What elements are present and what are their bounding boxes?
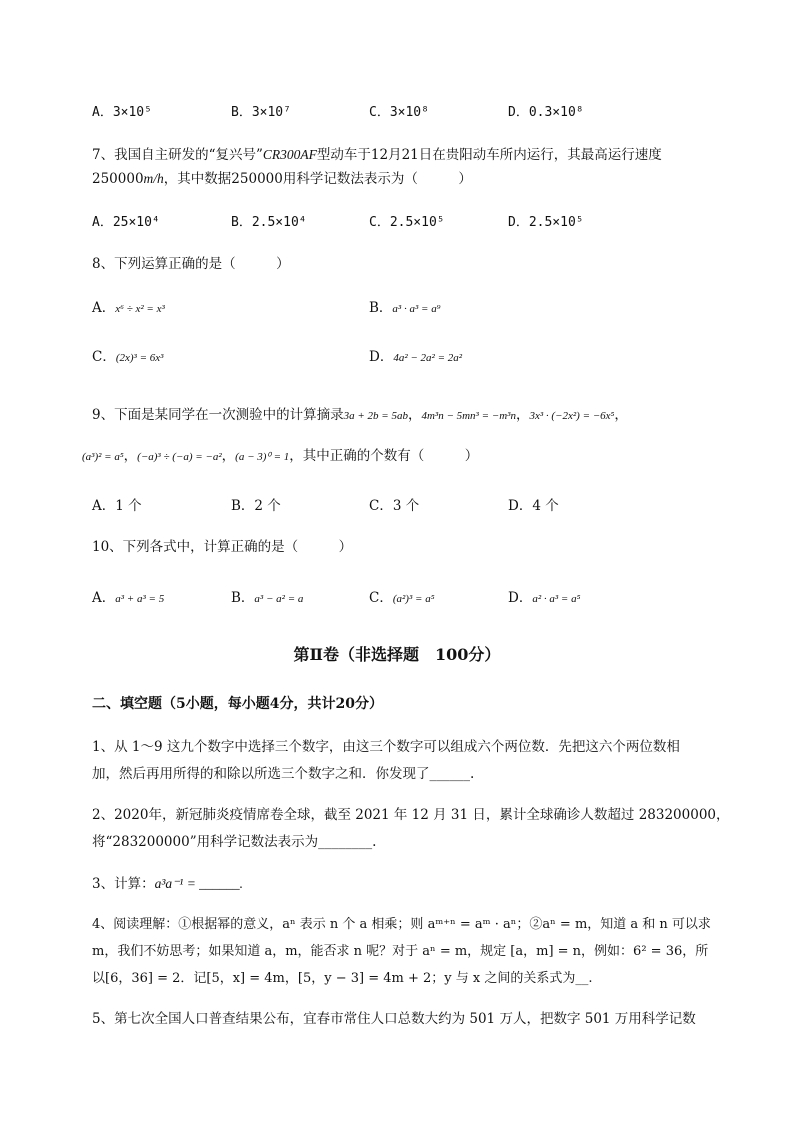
q9-expr-4: (a³)² = a⁵ bbox=[82, 451, 124, 463]
q7-option-c: C．2.5×10⁵ bbox=[369, 215, 445, 230]
q7-speed: 250000 bbox=[92, 171, 144, 187]
q10-option-b bbox=[231, 586, 303, 606]
q9-expr-6: (a − 3)⁰ = 1 bbox=[235, 451, 290, 463]
q9-option-b: B．2 个 bbox=[231, 498, 281, 514]
section-subheading: 二、填空题（5小题，每小题4分，共计20分） bbox=[92, 696, 383, 712]
f3-line bbox=[92, 872, 243, 892]
f3-prefix: 3、计算： bbox=[92, 876, 155, 892]
q10-option-d bbox=[508, 586, 580, 606]
q7-line2-suffix: ，其中数据250000用科学记数法表示为（ ） bbox=[163, 171, 472, 187]
q7-line1-prefix: 7、我国自主研发的“复兴号” bbox=[92, 147, 263, 163]
q6-option-c: C．3×10⁸ bbox=[369, 105, 429, 120]
q9-line1: 9、下面是某同学在一次测验中的计算摘录3a + 2b = 5ab，4m³n − 5mn³ = −m³n，3x³ · (−2x²) = −6x⁵， bbox=[92, 407, 628, 423]
q8-option-a bbox=[92, 296, 165, 316]
q6-option-d: D．0.3×10⁸ bbox=[508, 105, 584, 120]
q7-line1 bbox=[92, 143, 662, 163]
f1-line1: 1、从 1～9 这九个数字中选择三个数字，由这三个数字可以组成六个两位数．先把这六个两位数相 bbox=[92, 739, 680, 755]
q9-tail: ，其中正确的个数有（ ） bbox=[289, 448, 479, 464]
q8-option-d-label: D． bbox=[369, 349, 394, 365]
q7-unit: m/h bbox=[143, 171, 164, 186]
q9-expr-5: (−a)³ ÷ (−a) = −a² bbox=[137, 451, 222, 463]
q7-option-d: D．2.5×10⁵ bbox=[508, 215, 584, 230]
q7-line2 bbox=[92, 167, 472, 187]
q8-option-b bbox=[369, 296, 441, 316]
q8-option-a-expr: x⁶ ÷ x² = x³ bbox=[115, 303, 165, 315]
q6-option-b: B．3×10⁷ bbox=[231, 105, 291, 120]
q9-option-c: C．3 个 bbox=[369, 498, 420, 514]
f4-line1: 4、阅读理解：①根据幂的意义，aⁿ 表示 n 个 a 相乘；则 aᵐ⁺ⁿ = aᵐ · aⁿ；②aⁿ = m，知道 a 和 n 可以求 bbox=[92, 917, 711, 932]
f1-line2: 加，然后再用所得的和除以所选三个数字之和．你发现了______. bbox=[92, 766, 475, 782]
q10-option-d-expr: a² · a³ = a⁵ bbox=[532, 593, 581, 605]
q9-stem: 9、下面是某同学在一次测验中的计算摘录 bbox=[92, 407, 344, 423]
q9-option-a: A．1 个 bbox=[92, 498, 142, 514]
q10-option-a-expr: a³ + a³ = 5 bbox=[115, 593, 165, 605]
q9-line2: (a³)² = a⁵，(−a)³ ÷ (−a) = −a²，(a − 3)⁰ = 1，其中正确的个数有（ ） bbox=[82, 448, 479, 464]
q8-option-c-label: C． bbox=[92, 349, 116, 365]
q8-option-d bbox=[369, 345, 462, 365]
q10-option-c-label: C． bbox=[369, 590, 393, 606]
q10-option-a-label: A． bbox=[92, 590, 116, 606]
f4-line2: m，我们不妨思考；如果知道 a，m，能否求 n 呢？对于 aⁿ = m，规定 [a，m] = n，例如：6² = 36，所 bbox=[92, 944, 709, 959]
q6-option-a: A．3×10⁵ bbox=[92, 105, 152, 120]
q10-option-c-expr: (a²)³ = a⁵ bbox=[392, 593, 435, 605]
f3-expr: a³a⁻¹ = ______. bbox=[154, 876, 244, 891]
q9-expr-3: 3x³ · (−2x²) = −6x⁵ bbox=[529, 410, 615, 422]
q10-stem: 10、下列各式中，计算正确的是（ ） bbox=[92, 539, 353, 555]
f5-line1: 5、第七次全国人口普查结果公布，宜春市常住人口总数大约为 501 万人，把数字 501 万用科学记数 bbox=[92, 1011, 696, 1027]
q10-option-b-label: B． bbox=[231, 590, 255, 606]
q8-stem: 8、下列运算正确的是（ ） bbox=[92, 256, 290, 272]
q8-option-a-label: A． bbox=[92, 300, 116, 316]
q10-option-d-label: D． bbox=[508, 590, 533, 606]
f4-line3: 以[6，36] = 2．记[5，x] = 4m，[5，y − 3] = 4m + 2；y 与 x 之间的关系式为__. bbox=[92, 971, 593, 986]
q8-option-c bbox=[92, 345, 163, 365]
q10-option-c bbox=[369, 586, 435, 606]
q8-option-b-label: B． bbox=[369, 300, 393, 316]
f2-line1: 2、2020年，新冠肺炎疫情席卷全球，截至 2021 年 12 月 31 日，累计全球确诊人数超过 283200000， bbox=[92, 807, 730, 823]
q8-option-b-expr: a³ · a³ = a⁹ bbox=[392, 303, 441, 315]
q7-option-b: B．2.5×10⁴ bbox=[231, 215, 307, 230]
q10-option-a bbox=[92, 586, 164, 606]
section-title: 第Ⅱ卷（非选择题 100分） bbox=[293, 645, 501, 664]
q9-expr-1: 3a + 2b = 5ab bbox=[343, 410, 408, 422]
q7-line1-suffix: 型动车于12月21日在贵阳动车所内运行，其最高运行速度 bbox=[316, 147, 662, 163]
q9-option-d: D．4 个 bbox=[508, 498, 559, 514]
q8-option-c-expr: (2x)³ = 6x³ bbox=[115, 352, 164, 364]
q10-option-b-expr: a³ − a² = a bbox=[254, 593, 304, 605]
q8-option-d-expr: 4a² − 2a² = 2a² bbox=[393, 352, 463, 364]
q7-model: CR300AF bbox=[262, 147, 317, 162]
q9-expr-2: 4m³n − 5mn³ = −m³n bbox=[421, 410, 516, 422]
q7-option-a: A．25×10⁴ bbox=[92, 215, 160, 230]
f2-line2: 将“283200000”用科学记数法表示为________. bbox=[92, 834, 377, 850]
